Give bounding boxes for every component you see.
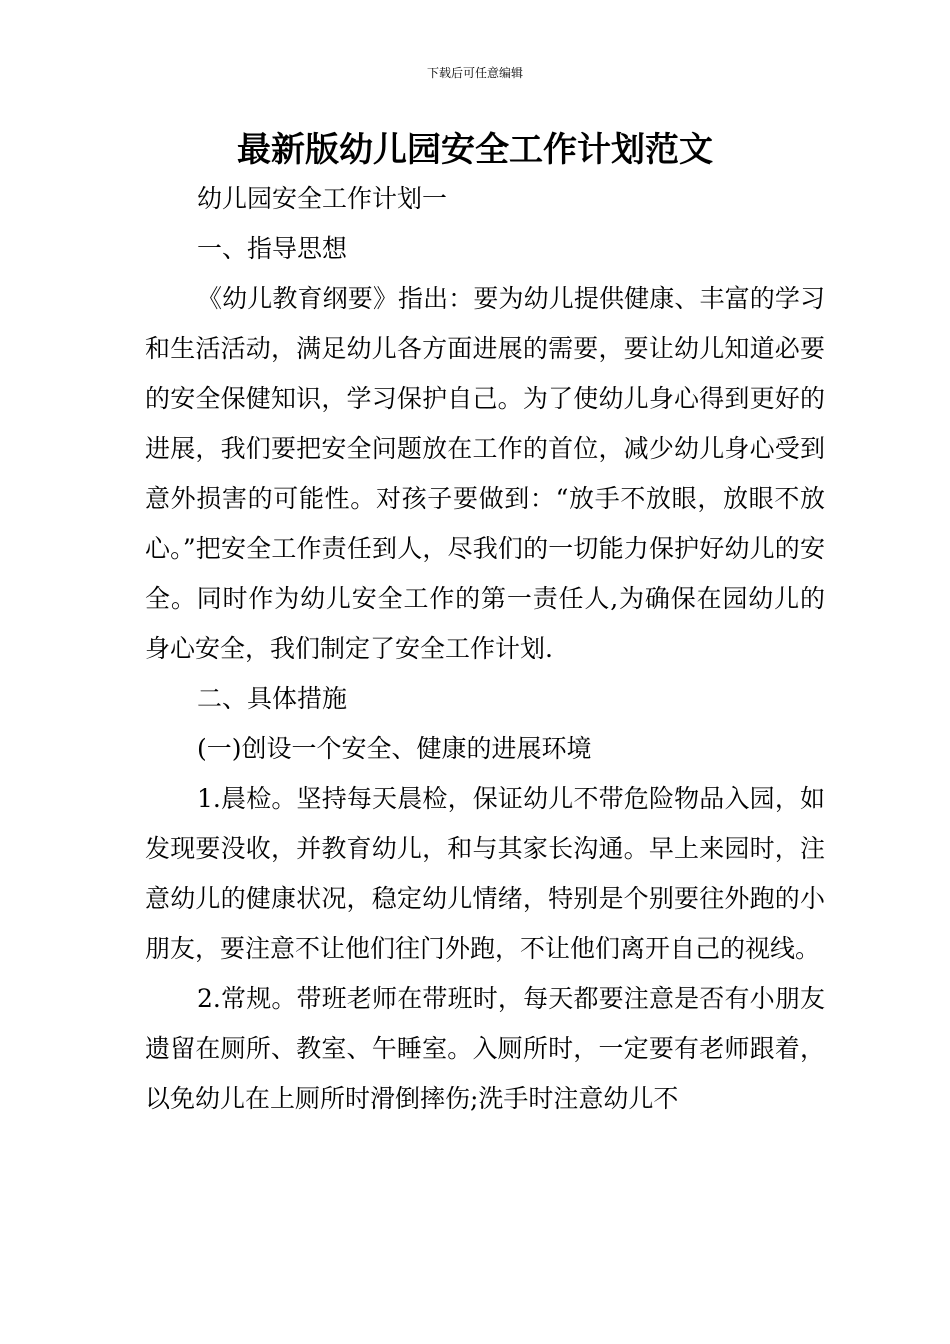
paragraph-guiding-thought: 《幼儿教育纲要》指出：要为幼儿提供健康、丰富的学习和生活活动，满足幼儿各方面进展的需要，要让幼儿知道必要的安全保健知识，学习保护自己。为了使幼儿身心得到更好的进展，我们要把安全问题放在工作的首位，减少幼儿身心受到意外损害的可能性。对孩子要做到：“放手不放眼，放眼不放心。”把安全工作责任到人，尽我们的一切能力保护好幼儿的安全。同时作为幼儿安全工作的第一责任人,为确保在园幼儿的身心安全，我们制定了安全工作计划. [145,284,825,663]
document-title: 最新版幼儿园安全工作计划范文 [237,130,713,170]
header-note: 下载后可任意编辑 [426,66,523,80]
section-heading-guiding-thought: 一、指导思想 [197,234,348,263]
subsection-heading-environment: (一)创设一个安全、健康的进展环境 [197,734,592,763]
section-heading-plan-one: 幼儿园安全工作计划一 [197,184,448,213]
paragraph-morning-check: 1.晨检。坚持每天晨检，保证幼儿不带危险物品入园，如发现要没收，并教育幼儿，和与其家长沟通。早上来园时，注意幼儿的健康状况，稳定幼儿情绪，特别是个别要往外跑的小朋友，要注意不让他们往门外跑，不让他们离开自己的视线。 [145,784,825,963]
document-body [145,174,825,1124]
section-heading-measures: 二、具体措施 [197,684,348,713]
paragraph-routine: 2.常规。带班老师在带班时，每天都要注意是否有小朋友遗留在厕所、教室、午睡室。入厕所时，一定要有老师跟着，以免幼儿在上厕所时滑倒摔伤;洗手时注意幼儿不 [145,984,825,1113]
